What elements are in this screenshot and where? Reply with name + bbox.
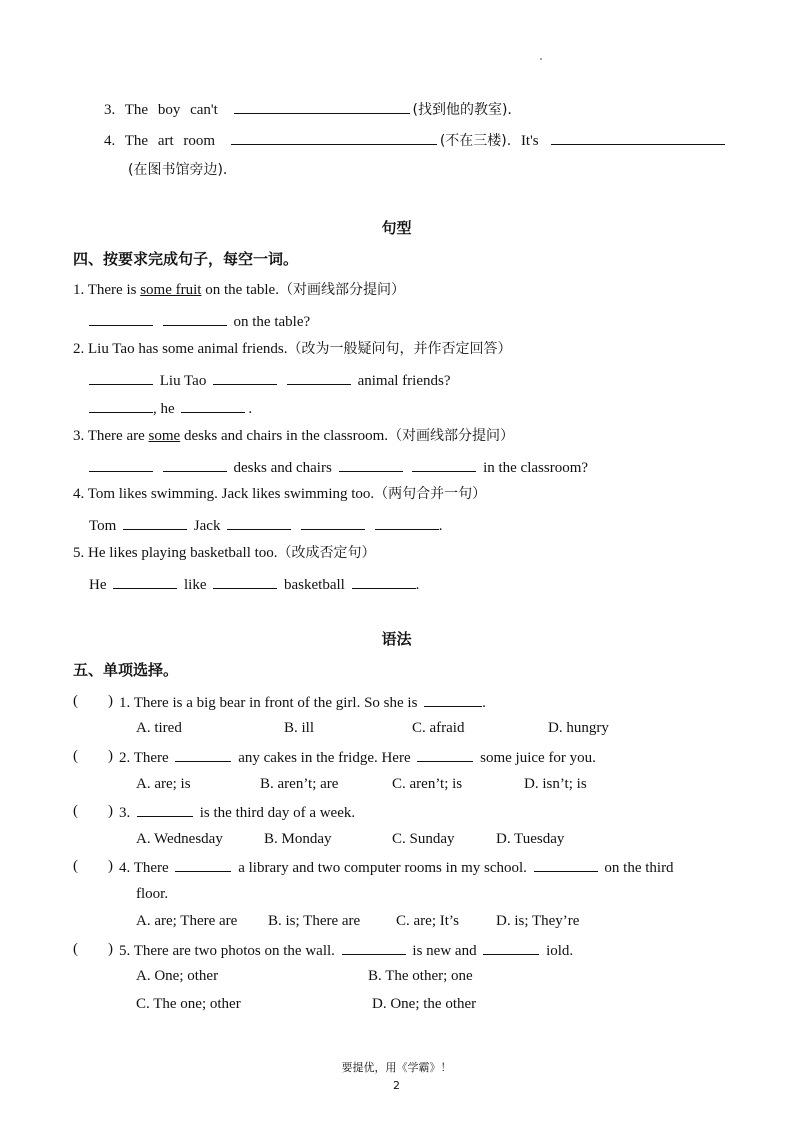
- option-b[interactable]: B. The other; one: [368, 968, 473, 984]
- answer-blank[interactable]: [339, 459, 403, 472]
- grammar-q5: 5. There are two photos on the wall. is new and iold.: [119, 943, 574, 959]
- answer-blank[interactable]: [89, 313, 153, 326]
- answer-blank[interactable]: [213, 576, 277, 589]
- answer-bracket-close: ): [108, 748, 113, 764]
- option-d[interactable]: D. Tuesday: [496, 831, 565, 847]
- answer-blank[interactable]: [412, 459, 476, 472]
- answer-bracket-open: (: [73, 748, 78, 764]
- option-b[interactable]: B. Monday: [264, 831, 332, 847]
- answer-blank[interactable]: [181, 400, 245, 413]
- answer-blank[interactable]: [163, 313, 227, 326]
- option-d[interactable]: D. isn’t; is: [524, 776, 587, 792]
- translate-item-3: 3. The boy can't (找到他的教室).: [104, 102, 512, 118]
- sentence-q1: 1. There is some fruit on the table.（对画线部分提问）: [73, 282, 405, 298]
- option-c[interactable]: C. Sunday: [392, 831, 455, 847]
- option-a[interactable]: A. tired: [136, 720, 182, 736]
- answer-bracket-open: (: [73, 858, 78, 874]
- sentence-q2-short-answer: , he .: [89, 400, 252, 417]
- answer-blank[interactable]: [89, 400, 153, 413]
- option-b[interactable]: B. is; There are: [268, 913, 361, 929]
- answer-bracket-close: ): [108, 858, 113, 874]
- answer-blank[interactable]: [301, 517, 365, 530]
- sentence-q2: 2. Liu Tao has some animal friends.（改为一般疑问句，并作否定回答）: [73, 341, 512, 357]
- page-number: 2: [393, 1079, 400, 1092]
- answer-blank[interactable]: [123, 517, 187, 530]
- answer-blank[interactable]: [89, 459, 153, 472]
- section-title-sentence: 句型: [381, 219, 412, 237]
- option-b[interactable]: B. aren’t; are: [260, 776, 339, 792]
- underlined-phrase: some: [148, 428, 181, 444]
- option-c[interactable]: C. The one; other: [136, 996, 241, 1012]
- translate-item-4: 4. The art room (不在三楼). It's: [104, 132, 728, 149]
- sentence-q4-answer: Tom Jack .: [89, 518, 443, 534]
- sentence-q1-answer: on the table?: [89, 313, 310, 330]
- grammar-q2: 2. There any cakes in the fridge. Here some juice for you.: [119, 750, 596, 766]
- scan-speck: [540, 58, 542, 60]
- sentence-q3: 3. There are some desks and chairs in the classroom.（对画线部分提问）: [73, 428, 515, 444]
- section-title-grammar: 语法: [381, 630, 412, 648]
- answer-bracket-open: (: [73, 693, 78, 709]
- sentence-q3-answer: desks and chairs in the classroom?: [89, 459, 588, 476]
- answer-blank[interactable]: [417, 749, 473, 762]
- answer-blank[interactable]: [137, 804, 193, 817]
- option-d[interactable]: D. One; the other: [372, 996, 477, 1012]
- option-d[interactable]: D. is; They’re: [496, 913, 580, 929]
- answer-blank[interactable]: [424, 694, 482, 707]
- grammar-q3: 3. is the third day of a week.: [119, 805, 356, 821]
- option-a[interactable]: A. are; is: [136, 776, 191, 792]
- answer-bracket-close: ): [108, 803, 113, 819]
- option-a[interactable]: A. One; other: [136, 968, 219, 984]
- answer-blank[interactable]: [89, 372, 153, 385]
- answer-blank[interactable]: [231, 132, 437, 145]
- section-header-5: 五、单项选择。: [73, 661, 179, 679]
- sentence-q5: 5. He likes playing basketball too.（改成否定句）: [73, 545, 376, 561]
- answer-blank[interactable]: [175, 749, 231, 762]
- option-a[interactable]: A. are; There are: [136, 913, 238, 929]
- sentence-q4: 4. Tom likes swimming. Jack likes swimming too.（两句合并一句）: [73, 486, 487, 502]
- answer-blank[interactable]: [234, 101, 410, 114]
- answer-blank[interactable]: [342, 942, 406, 955]
- option-b[interactable]: B. ill: [284, 720, 315, 736]
- answer-blank[interactable]: [163, 459, 227, 472]
- answer-blank[interactable]: [483, 942, 539, 955]
- translate-item-4-hint: (在图书馆旁边).: [128, 162, 228, 178]
- sentence-q2-answer: Liu Tao animal friends?: [89, 372, 450, 389]
- answer-blank[interactable]: [534, 859, 598, 872]
- answer-blank[interactable]: [113, 576, 177, 589]
- answer-blank[interactable]: [352, 576, 416, 589]
- answer-blank[interactable]: [287, 372, 351, 385]
- option-a[interactable]: A. Wednesday: [136, 831, 223, 847]
- grammar-q4-continued: floor.: [136, 886, 169, 902]
- answer-blank[interactable]: [551, 132, 725, 145]
- footer-slogan: 要提优，用《学霸》！: [341, 1061, 452, 1074]
- answer-blank[interactable]: [375, 517, 439, 530]
- option-c[interactable]: C. are; It’s: [396, 913, 459, 929]
- option-d[interactable]: D. hungry: [548, 720, 609, 736]
- answer-bracket-open: (: [73, 803, 78, 819]
- answer-bracket-open: (: [73, 941, 78, 957]
- answer-blank[interactable]: [175, 859, 231, 872]
- grammar-q4: 4. There a library and two computer rooms in my school. on the third: [119, 860, 674, 876]
- option-c[interactable]: C. aren’t; is: [392, 776, 463, 792]
- section-header-4: 四、按要求完成句子，每空一词。: [73, 250, 299, 268]
- underlined-phrase: some fruit: [140, 282, 202, 298]
- grammar-q1: 1. There is a big bear in front of the girl. So she is .: [119, 695, 486, 711]
- answer-bracket-close: ): [108, 693, 113, 709]
- answer-blank[interactable]: [213, 372, 277, 385]
- answer-blank[interactable]: [227, 517, 291, 530]
- answer-bracket-close: ): [108, 941, 113, 957]
- option-c[interactable]: C. afraid: [412, 720, 465, 736]
- sentence-q5-answer: He like basketball .: [89, 577, 420, 593]
